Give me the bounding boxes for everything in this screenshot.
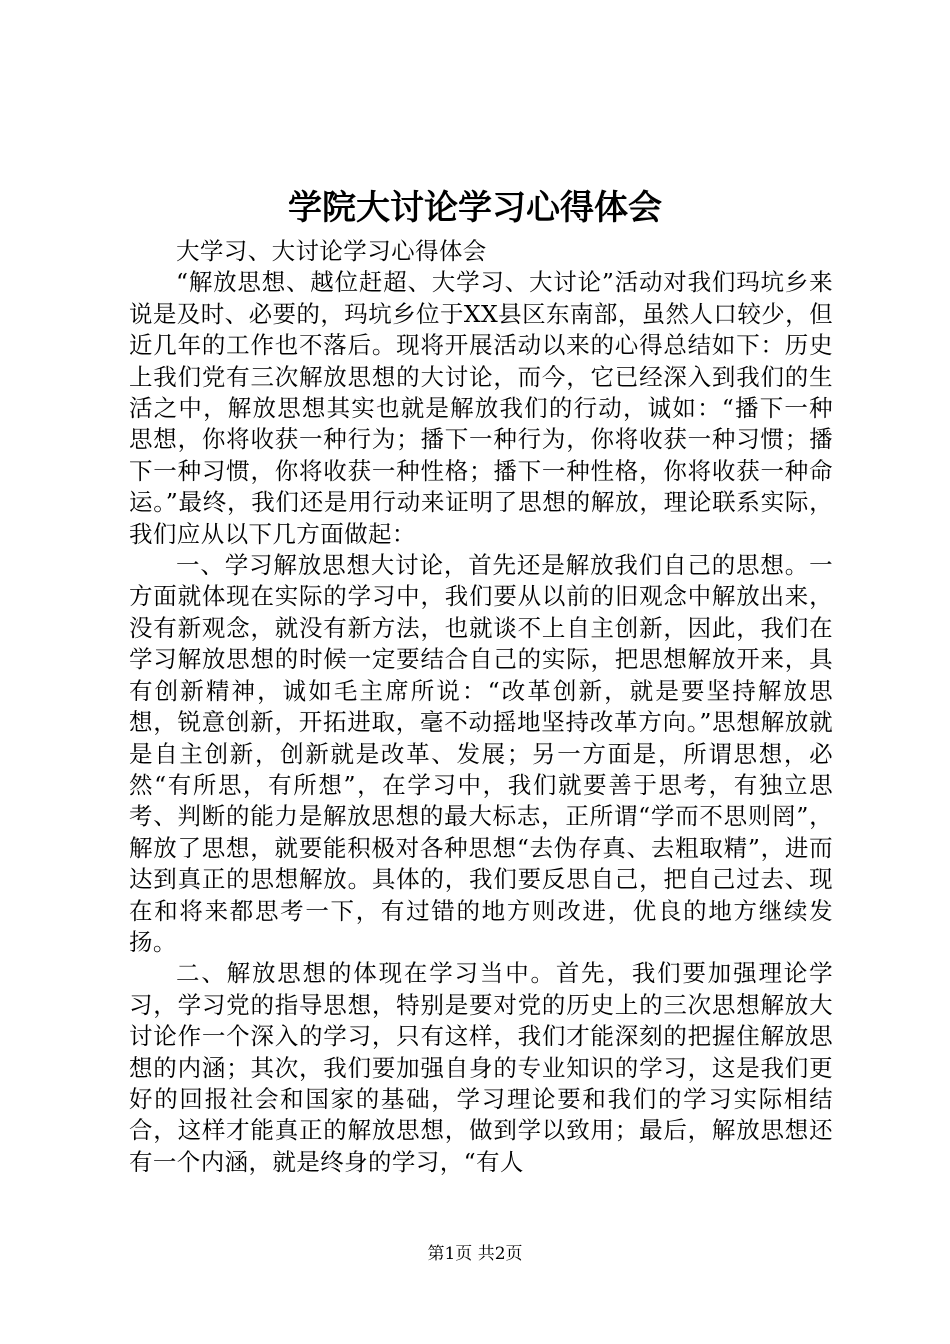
document-body xyxy=(129,236,833,1178)
section-two-paragraph: 二、解放思想的体现在学习当中。首先，我们要加强理论学习，学习党的指导思想，特别是要对党的历史上的三次思想解放大讨论作一个深入的学习，只有这样，我们才能深刻的把握住解放思想的内涵；其次，我们要加强自身的专业知识的学习，这是我们更好的回报社会和国家的基础，学习理论要和我们的学习实际相结合，这样才能真正的解放思想，做到学以致用；最后，解放思想还有一个内涵，就是终身的学习，“有人 xyxy=(129,959,833,1176)
intro-paragraph: “解放思想、越位赶超、大学习、大讨论”活动对我们玛坑乡来说是及时、必要的，玛坑乡位于XX县区东南部，虽然人口较少，但近几年的工作也不落后。现将开展活动以来的心得总结如下：历史上我们党有三次解放思想的大讨论，而今，它已经深入到我们的生活之中，解放思想其实也就是解放我们的行动，诚如：“播下一种思想，你将收获一种行为；播下一种行为，你将收获一种习惯；播下一种习惯，你将收获一种性格；播下一种性格，你将收获一种命运。”最终，我们还是用行动来证明了思想的解放，理论联系实际，我们应从以下几方面做起： xyxy=(129,268,833,548)
subtitle-paragraph: 大学习、大讨论学习心得体会 xyxy=(176,237,487,265)
page-number-footer: 第1页 共2页 xyxy=(427,1244,523,1264)
document-title: 学院大讨论学习心得体会 xyxy=(288,188,662,228)
section-one-paragraph: 一、学习解放思想大讨论，首先还是解放我们自己的思想。一方面就体现在实际的学习中，我们要从以前的旧观念中解放出来，没有新观念，就没有新方法，也就谈不上自主创新，因此，我们在学习解放思想的时候一定要结合自己的实际，把思想解放开来，具有创新精神，诚如毛主席所说：“改革创新，就是要坚持解放思想，锐意创新，开拓进取，毫不动摇地坚持改革方向。”思想解放就是自主创新，创新就是改革、发展；另一方面是，所谓思想，必然“有所思，有所想”，在学习中，我们就要善于思考，有独立思考、判断的能力是解放思想的最大标志，正所谓“学而不思则罔”，解放了思想，就要能积极对各种思想“去伪存真、去粗取精”，进而达到真正的思想解放。具体的，我们要反思自己，把自己过去、现在和将来都思考一下，有过错的地方则改进，优良的地方继续发扬。 xyxy=(129,551,833,956)
